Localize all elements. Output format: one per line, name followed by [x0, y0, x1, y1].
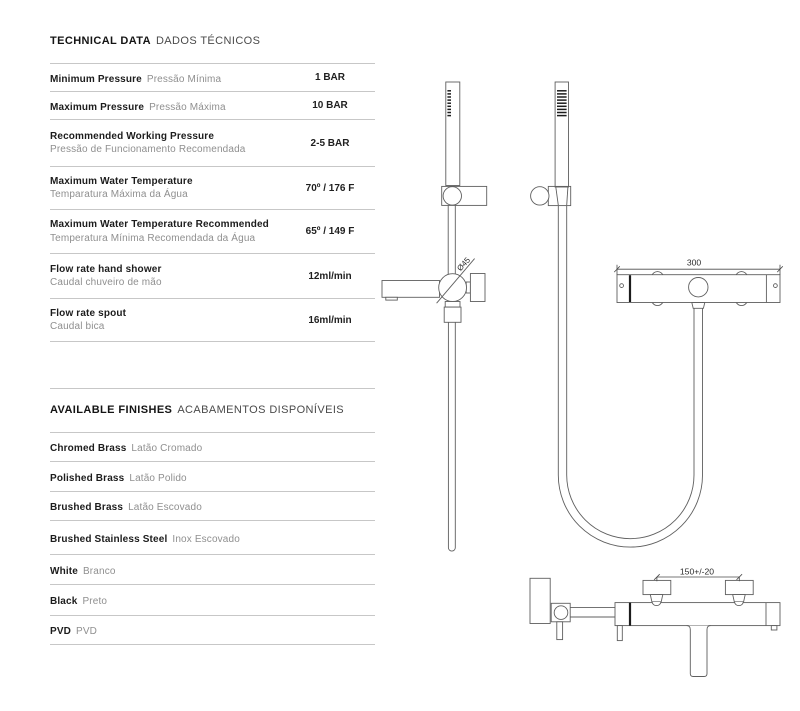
finish-en: Black [50, 596, 78, 607]
finish-pt: Latão Cromado [131, 443, 203, 454]
row-value: 70º / 176 F [305, 182, 355, 194]
front-view-drawing [382, 82, 487, 551]
row-value: 1 BAR [314, 72, 345, 83]
row-label-pt: Pressão Mínima [146, 73, 222, 85]
bar-width-dimension [614, 258, 783, 275]
row-label-pt: Pressão Máxima [149, 101, 226, 113]
row-value: 12ml/min [308, 270, 352, 282]
row-value: 10 BAR [312, 100, 348, 111]
row-label-en: Maximum Pressure [50, 101, 145, 113]
technical-data-title-pt: DADOS TÉCNICOS [155, 35, 261, 47]
technical-data-title-en: TECHNICAL DATA [50, 35, 151, 47]
finish-pt: Branco [82, 565, 116, 577]
row-label-en: Recommended Working Pressure [50, 130, 215, 142]
row-value: 2-5 BAR [310, 137, 350, 149]
finish-en: Brushed Brass [50, 502, 124, 513]
row-value: 16ml/min [308, 314, 352, 326]
spacing-dimension [654, 567, 742, 582]
finish-en: White [50, 565, 78, 577]
finish-en: Brushed Stainless Steel [50, 533, 168, 545]
available-finishes-title-pt: ACABAMENTOS DISPONÍVEIS [177, 404, 345, 416]
row-label-en: Minimum Pressure [50, 73, 142, 85]
side-view-drawing [531, 82, 703, 547]
finish-pt: Inox Escovado [172, 533, 240, 545]
finish-en: Polished Brass [50, 472, 125, 484]
row-label-en: Maximum Water Temperature [50, 175, 193, 187]
row-label-en: Flow rate spout [50, 307, 127, 319]
diameter-label: Ø45 [455, 255, 473, 273]
row-label-pt: Temperatura Mínima Recomendada da Água [50, 232, 256, 244]
finish-pt: Latão Polido [129, 472, 187, 484]
finish-en: PVD [50, 626, 72, 637]
finish-pt: Preto [82, 596, 108, 607]
row-label-pt: Temparatura Máxima da Água [50, 189, 188, 200]
spacing-label: 150+/-20 [679, 566, 715, 577]
finish-pt: Latão Escovado [128, 502, 202, 513]
row-label-pt: Caudal bica [50, 321, 105, 332]
top-view-drawing [614, 258, 783, 309]
available-finishes-title-en: AVAILABLE FINISHES [50, 404, 173, 416]
mixer-front-drawing [530, 567, 780, 677]
bar-width-label: 300 [686, 257, 702, 268]
finish-pt: PVD [76, 626, 98, 637]
finish-en: Chromed Brass [50, 443, 127, 454]
row-label-pt: Caudal chuveiro de mão [50, 277, 162, 288]
row-label-en: Maximum Water Temperature Recommended [50, 219, 269, 230]
row-label-pt: Pressão de Funcionamento Recomendada [50, 144, 246, 155]
handshower-nozzles [447, 91, 451, 116]
row-label-en: Flow rate hand shower [50, 263, 162, 275]
handshower-nozzle-grid [557, 91, 567, 116]
row-value: 65º / 149 F [305, 226, 355, 237]
